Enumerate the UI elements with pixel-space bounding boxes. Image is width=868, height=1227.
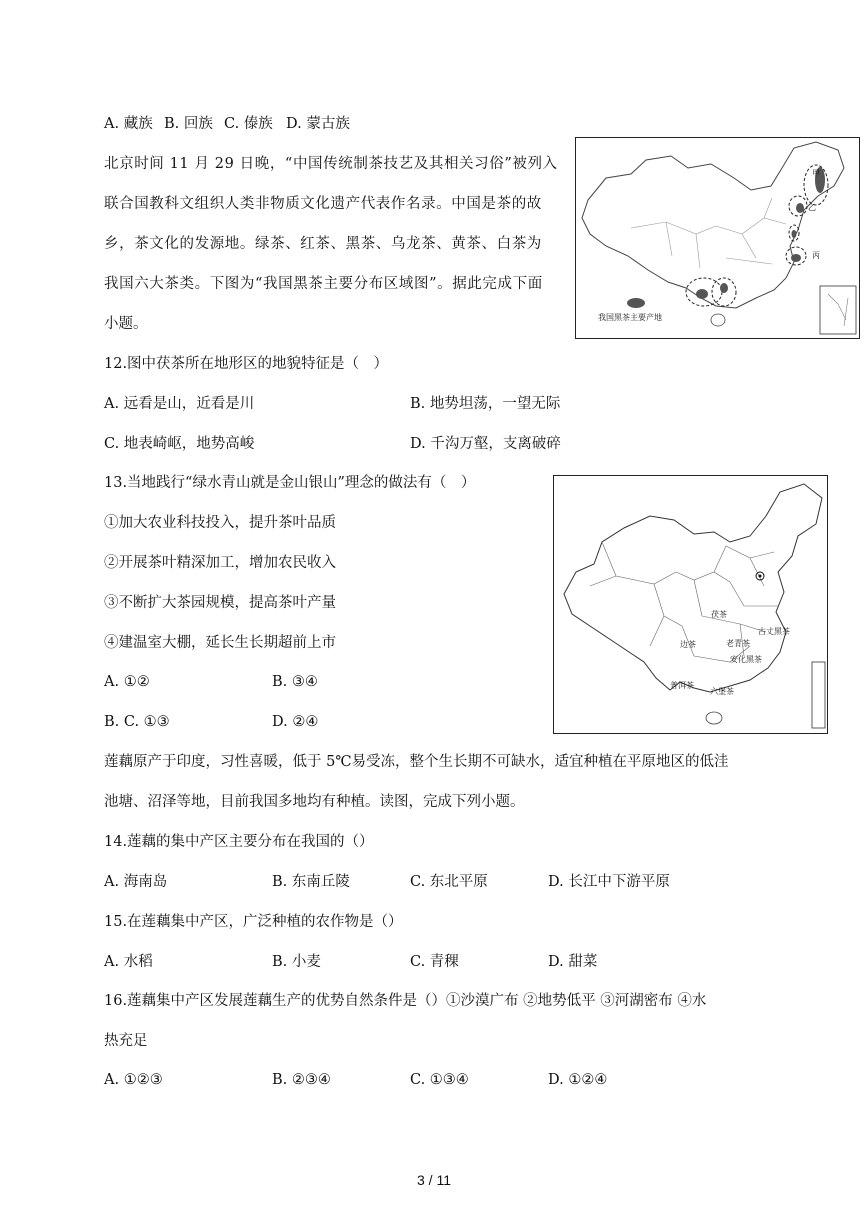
legend-swatch [627,298,645,308]
q12-option-b: B. 地势坦荡，一望无际 [410,396,561,412]
q12-stem: 12.图中茯茶所在地形区的地貌特征是（ ） [104,356,389,372]
q13-option-d: D. ②④ [272,714,319,730]
map1-label-yi: 乙 [808,203,816,212]
q13-item: ③不断扩大茶园规模，提高茶叶产量 [104,595,336,611]
q15-option-a: A. 水稻 [104,954,153,970]
map2-label-bian-tea: 边茶 [680,640,696,649]
q16-option-d: D. ①②④ [548,1072,608,1088]
china-regions-map [554,476,827,733]
passage1-line: 乡，茶文化的发源地。绿茶、红茶、黑茶、乌龙茶、黄茶、白茶为 [104,236,542,252]
q15-stem: 15.在莲藕集中产区，广泛种植的农作物是（） [104,914,403,930]
map2-label-fu-tea: 茯茶 [711,610,727,619]
q14-option-b: B. 东南丘陵 [272,874,350,890]
q13-option-b: B. ③④ [272,674,318,690]
q16-stem: 16.莲藕集中产区发展莲藕生产的优势自然条件是（）①沙漠广布 ②地势低平 ③河湖密布 ④水 [104,993,707,1009]
q16-option-a: A. ①②③ [104,1072,163,1088]
q12-option-c: C. 地表崎岖，地势高峻 [104,436,255,452]
map1-label-bing: 丙 [812,251,820,260]
map2-label-liubao-tea: 六堡茶 [710,687,734,696]
q13-item: ①加大农业科技投入，提升茶叶品质 [104,515,336,531]
q11-option-b: B. 回族 [164,116,213,132]
q14-stem: 14.莲藕的集中产区主要分布在我国的（） [104,834,374,850]
passage2-line: 池塘、沼泽等地，目前我国多地均有种植。读图，完成下列小题。 [104,794,525,810]
map2-label-laoqing-tea: 老青茶 [726,639,750,648]
q16-option-b: B. ②③④ [272,1072,331,1088]
q13-option-a: A. ①② [104,674,150,690]
q16-option-c: C. ①③④ [410,1072,469,1088]
map2-label-anhua-tea: 安化黑茶 [730,655,762,664]
map2-label-guzhang-tea: 古丈黑茶 [758,627,790,636]
q11-option-c: C. 傣族 [224,116,273,132]
q15-option-d: D. 甜菜 [548,954,598,970]
q15-option-c: C. 青稞 [410,954,459,970]
q12-option-d: D. 千沟万壑，支离破碎 [410,436,561,452]
passage1-line: 小题。 [104,316,148,332]
q13-item: ②开展茶叶精深加工，增加农民收入 [104,555,336,571]
map1-label-jia: 甲 [812,169,820,178]
q14-option-c: C. 东北平原 [410,874,488,890]
passage1-line: 联合国教科文组织人类非物质文化遗产代表作名录。中国是茶的故 [104,196,542,212]
china-outline-map [576,138,859,338]
passage1-line: 北京时间 11 月 29 日晚，“中国传统制茶技艺及其相关习俗”被列入 [104,156,558,172]
map1-legend-text: 我国黑茶主要产地 [598,313,662,322]
q16-stem-cont: 热充足 [104,1033,148,1049]
black-tea-map [575,137,860,339]
q11-option-d: D. 蒙古族 [286,116,350,132]
q14-option-a: A. 海南岛 [104,874,168,890]
q15-option-b: B. 小麦 [272,954,321,970]
passage2-line: 莲藕原产于印度，习性喜暖，低于 5℃易受冻，整个生长期不可缺水，适宜种植在平原地区的低洼 [104,754,729,770]
passage1-line: 我国六大茶类。下图为“我国黑茶主要分布区域图”。据此完成下面 [104,276,543,292]
tea-regions-map [553,475,828,734]
q14-option-d: D. 长江中下游平原 [548,874,670,890]
q13-item: ④建温室大棚，延长生长期超前上市 [104,635,336,651]
map2-label-puer-tea: 普洱茶 [670,681,694,690]
q13-option-c: B. C. ①③ [104,714,170,730]
q12-option-a: A. 远看是山，近看是川 [104,396,255,412]
page-number: 3 / 11 [417,1172,451,1188]
q11-option-a: A. 藏族 [104,116,153,132]
q13-stem: 13.当地践行“绿水青山就是金山银山”理念的做法有（ ） [104,475,476,491]
